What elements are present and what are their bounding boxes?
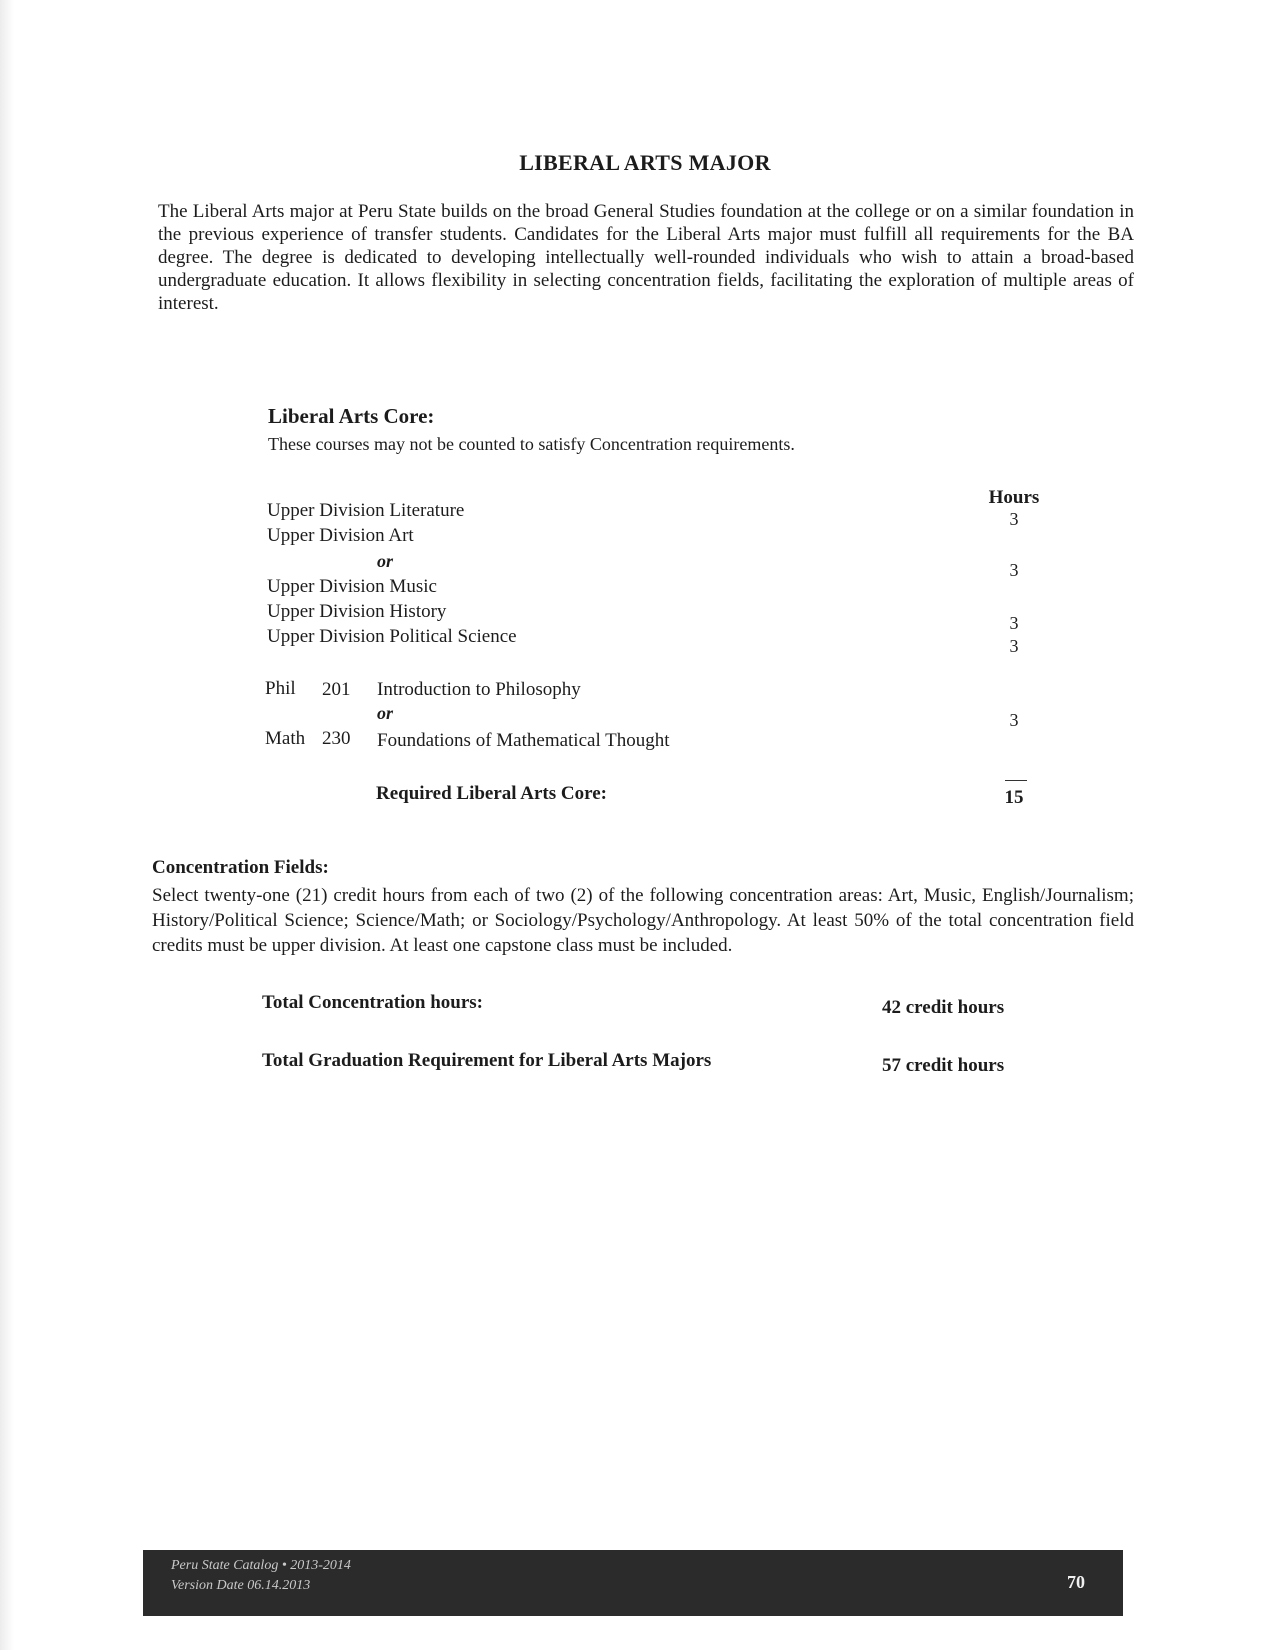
course-subject-math: Math bbox=[265, 728, 306, 749]
core-item-history-hours: 3 bbox=[1009, 613, 1019, 633]
page-footer bbox=[143, 1550, 1123, 1616]
core-item-literature-hours: 3 bbox=[1009, 509, 1019, 529]
page-number: 70 bbox=[1067, 1572, 1085, 1592]
required-core-total: 15 bbox=[1004, 787, 1024, 808]
scan-edge-shadow bbox=[0, 0, 14, 1650]
core-item-art: Upper Division Art bbox=[267, 525, 414, 546]
footer-version-date: Version Date 06.14.2013 bbox=[171, 1578, 311, 1593]
core-item-political-science: Upper Division Political Science bbox=[267, 626, 517, 647]
total-concentration-label: Total Concentration hours: bbox=[262, 992, 483, 1013]
course-subject-phil: Phil bbox=[265, 678, 296, 699]
hours-column-heading: Hours bbox=[988, 487, 1040, 508]
course-number-230: 230 bbox=[322, 728, 351, 749]
core-item-literature: Upper Division Literature bbox=[267, 500, 465, 521]
concentration-heading: Concentration Fields: bbox=[152, 857, 329, 878]
core-item-history: Upper Division History bbox=[267, 601, 447, 622]
course-title-philosophy: Introduction to Philosophy bbox=[377, 679, 581, 700]
total-rule bbox=[1005, 780, 1027, 781]
core-heading: Liberal Arts Core: bbox=[268, 404, 435, 428]
footer-catalog-title: Peru State Catalog • 2013-2014 bbox=[171, 1558, 351, 1573]
course-title-mathematical-thought: Foundations of Mathematical Thought bbox=[377, 730, 670, 751]
core-item-art-music-hours: 3 bbox=[1009, 560, 1019, 580]
required-core-label: Required Liberal Arts Core: bbox=[376, 783, 607, 804]
course-number-201: 201 bbox=[322, 679, 351, 700]
philosophy-math-hours: 3 bbox=[1009, 710, 1019, 730]
core-item-music: Upper Division Music bbox=[267, 576, 437, 597]
core-note: These courses may not be counted to satisfy Concentration requirements. bbox=[268, 434, 795, 454]
total-concentration-value: 42 credit hours bbox=[882, 997, 1005, 1018]
page-title: LIBERAL ARTS MAJOR bbox=[519, 150, 771, 175]
course-or: or bbox=[377, 703, 394, 723]
total-graduation-label: Total Graduation Requirement for Liberal Arts Majors bbox=[262, 1050, 712, 1071]
core-item-political-science-hours: 3 bbox=[1009, 636, 1019, 656]
total-graduation-value: 57 credit hours bbox=[882, 1055, 1005, 1076]
concentration-paragraph: Select twenty-one (21) credit hours from each of two (2) of the following concentration areas: Art, Music, English/Journalism; History/Political Science; Science/Math; or Sociology/Psychology/Anthropology. At least 50% of the total concentration field credits must be upper division. At least one capstone class must be included. bbox=[152, 885, 1134, 956]
core-item-or: or bbox=[377, 551, 394, 571]
intro-paragraph: The Liberal Arts major at Peru State builds on the broad General Studies foundation at the college or on a similar foundation in the previous experience of transfer students. Candidates for the Liberal Arts major must fulfill all requirements for the BA degree. The degree is dedicated to developing intellectually well-rounded individuals who wish to attain a broad-based undergraduate education. It allows flexibility in selecting concentration fields, facilitating the exploration of multiple areas of interest. bbox=[158, 201, 1134, 314]
